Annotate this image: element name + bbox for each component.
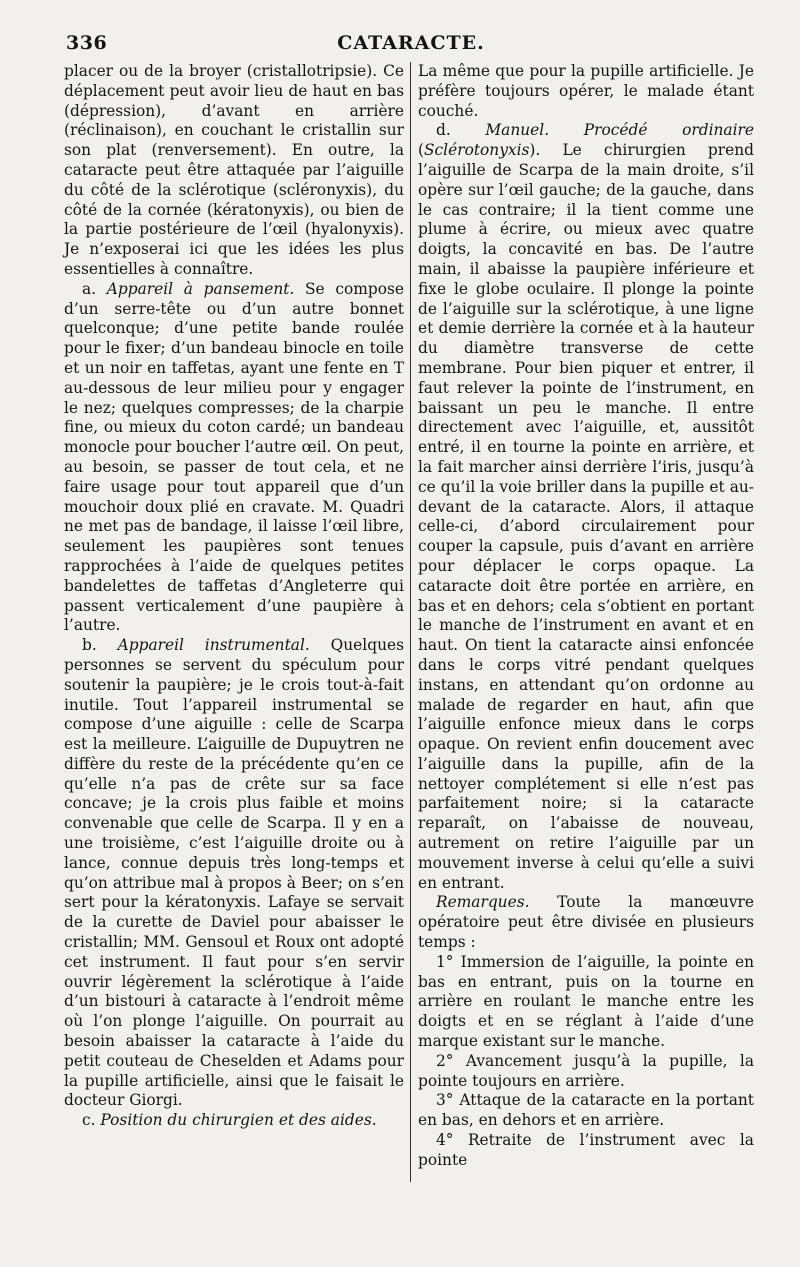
paragraph: La même que pour la pupille artificielle. Je préfère toujours opérer, le malade étant couché.: [418, 62, 754, 120]
running-title: CATARACTE.: [337, 32, 485, 54]
section-title: Manuel. Procédé ordinaire: [485, 121, 754, 140]
section-text: Se compose d’un serre-tête ou d’un autre bonnet quelconque; d’une petite bande roulée pour le fixer; d’un bandeau binocle en toile et un noir en taffetas, ayant une fente en T au-dessous de leur milieu pour y engager le nez; quelques compresses; de la charpie fine, ou mieux du coton cardé; un bandeau monocle pour boucher l’autre œil. On peut, au besoin, se passer de tout cela, et ne faire usage pour tout appareil que d’un mouchoir doux plié en cravate. M. Quadri ne met pas de bandage, il laisse l’œil libre, seulement les paupières sont tenues rapprochées à l’aide de quelques petites bandelettes de taffetas d’Angleterre qui passent verticalement d’une paupière à l’autre.: [64, 279, 404, 635]
section-label: b.: [82, 636, 97, 655]
paragraph-remarques: [418, 893, 754, 952]
numbered-step: 1° Immersion de l’aiguille, la pointe en bas en entrant, puis on la tourne en arrière en roulant le manche entre les doigts et en se réglant à l’aide d’une marque existant sur le manche.: [418, 952, 754, 1051]
numbered-step: 2° Avancement jusqu’à la pupille, la pointe toujours en arrière.: [418, 1051, 754, 1090]
paragraph-appareil-instrumental: [64, 636, 404, 1111]
section-title: Position du chirurgien et des aides.: [100, 1111, 377, 1130]
paragraph-position: [64, 1111, 404, 1131]
section-title: Appareil à pansement.: [106, 279, 295, 298]
section-text: Le chirurgien prend l’aiguille de Scarpa de la main droite, s’il opère sur l’œil gauche; de la gauche, dans le cas contraire; il la tient comme une plume à écrire, ou mieux avec quatre doigts, la concavité en bas. De l’autre main, il abaisse la paupière inférieure et fixe le globe oculaire. Il plonge la pointe de l’aiguille sur la sclérotique, à une ligne et demie derrière la cornée et à la hauteur du diamètre transverse de cette membrane. Pour bien piquer et entrer, il faut relever la pointe de l’instrument, en baissant un peu le manche. Il entre directement avec l’aiguille, et, aussitôt entré, il en tourne la pointe en arrière, et la fait marcher ainsi derrière l’iris, jusqu’à ce qu’il la voie briller dans la pupille et au-devant de la cataracte. Alors, il attaque celle-ci, d’abord circulairement pour couper la capsule, puis d’avant en arrière pour déplacer le corps opaque. La cataracte doit être portée en arrière, en bas et en dehors; cela s’obtient en portant le manche de l’instrument en avant et en haut. On tient la cataracte ainsi enfoncée dans le corps vitré pendant quelques instans, en attendant qu’on ordonne au malade de regarder en haut, afin que l’aiguille enfonce mieux dans le corps opaque. On revient enfin doucement avec l’aiguille dans la pupille, afin de la nettoyer complétement si elle n’est pas parfaitement noire; si la cataracte reparaît, on l’abaisse de nouveau, autrement on retire l’aiguille par un mouvement inverse à celui qu’elle a suivi en entrant.: [418, 141, 754, 892]
section-title: Remarques.: [436, 893, 530, 912]
column-divider: [410, 62, 411, 1182]
section-text: Toute la manœuvre opératoire peut être divisée en plusieurs temps :: [418, 893, 754, 952]
section-text: Quelques personnes se servent du spéculum pour soutenir la paupière; je le crois tout-à-fait inutile. Tout l’appareil instrumental se compose d’une aiguille : celle de Scarpa est la meilleure. L’aiguille de Dupuytren ne diffère du reste de la précédente qu’en ce qu’elle n’a pas de crête sur sa face concave; je la crois plus faible et moins convenable que celle de Scarpa. Il y en a une troisième, c’est l’aiguille droite ou à lance, connue depuis très long-temps et qu’on attribue mal à propos à Beer; on s’en sert pour la kératonyxis. Lafaye se servait de la curette de Daviel pour abaisser le cristallin; MM. Gensoul et Roux ont adopté cet instrument. Il faut pour s’en servir ouvrir légèrement la sclérotique à l’aide d’un bistouri à cataracte à l’endroit même où l’on plonge l’aiguille. On pourrait au besoin abaisser la cataracte à l’aide du petit couteau de Cheselden et Adams pour la pupille artificielle, ainsi que le faisait le docteur Giorgi.: [64, 636, 404, 1110]
page-header: [66, 32, 756, 58]
numbered-step: 4° Retraite de l’instrument avec la pointe: [418, 1131, 754, 1169]
left-column: [64, 62, 404, 1131]
paragraph-appareil-pansement: [64, 280, 404, 636]
section-title: Appareil instrumental.: [117, 636, 310, 655]
page-number: 336: [66, 32, 108, 54]
section-subtitle: Sclérotonyxis: [424, 141, 530, 160]
numbered-step: 3° Attaque de la cataracte en la portant en bas, en dehors et en arrière.: [418, 1091, 754, 1130]
right-column: [418, 62, 754, 1171]
paragraph: placer ou de la broyer (cristallotripsie). Ce déplacement peut avoir lieu de haut en bas (dépression), d’avant en arrière (réclinaison), en couchant le cristallin sur son plat (renversement). En outre, la cataracte peut être attaquée par l’aiguille du côté de la sclérotique (scléronyxis), du côté de la cornée (kératonyxis), ou bien de la partie postérieure de l’œil (hyalonyxis). Je n’exposerai ici que les idées les plus essentielles à connaître.: [64, 62, 404, 278]
section-label: d.: [436, 121, 451, 140]
paragraph-manuel: d. Manuel. Procédé ordinaire (Sclérotonyxis). Le chirurgien prend l’aiguille de Scarpa de la main droite, s’il opère sur l’œil gauche; de la gauche, dans le cas contraire; il la tient comme une plume à écrire, ou mieux avec quatre doigts, la concavité en bas. De l’autre main, il abaisse la paupière inférieure et fixe le globe oculaire. Il plonge la pointe de l’aiguille sur la sclérotique, à une ligne et demie derrière la cornée et à la hauteur du diamètre transverse de cette membrane. Pour bien piquer et entrer, il faut relever la pointe de l’instrument, en baissant un peu le manche. Il entre directement avec l’aiguille, et, aussitôt entré, il en tourne la pointe en arrière, et la fait marcher ainsi derrière l’iris, jusqu’à ce qu’il la voie briller dans la pupille et au-devant de la cataracte. Alors, il attaque celle-ci, d’abord circulairement pour couper la capsule, puis d’avant en arrière pour déplacer le corps opaque. La cataracte doit être portée en arrière, en bas et en dehors; cela s’obtient en portant le manche de l’instrument en avant et en haut. On tient la cataracte ainsi enfoncée dans le corps vitré pendant quelques instans, en attendant qu’on ordonne au malade de regarder en haut, afin que l’aiguille enfonce mieux dans le corps opaque. On revient enfin doucement avec l’aiguille dans la pupille, afin de la nettoyer complétement si elle n’est pas parfaitement noire; si la cataracte reparaît, on l’abaisse de nouveau, autrement on retire l’aiguille par un mouvement inverse à celui qu’elle a suivi en entrant.: [418, 121, 754, 892]
section-label: a.: [82, 279, 97, 298]
section-label: c.: [82, 1111, 96, 1130]
